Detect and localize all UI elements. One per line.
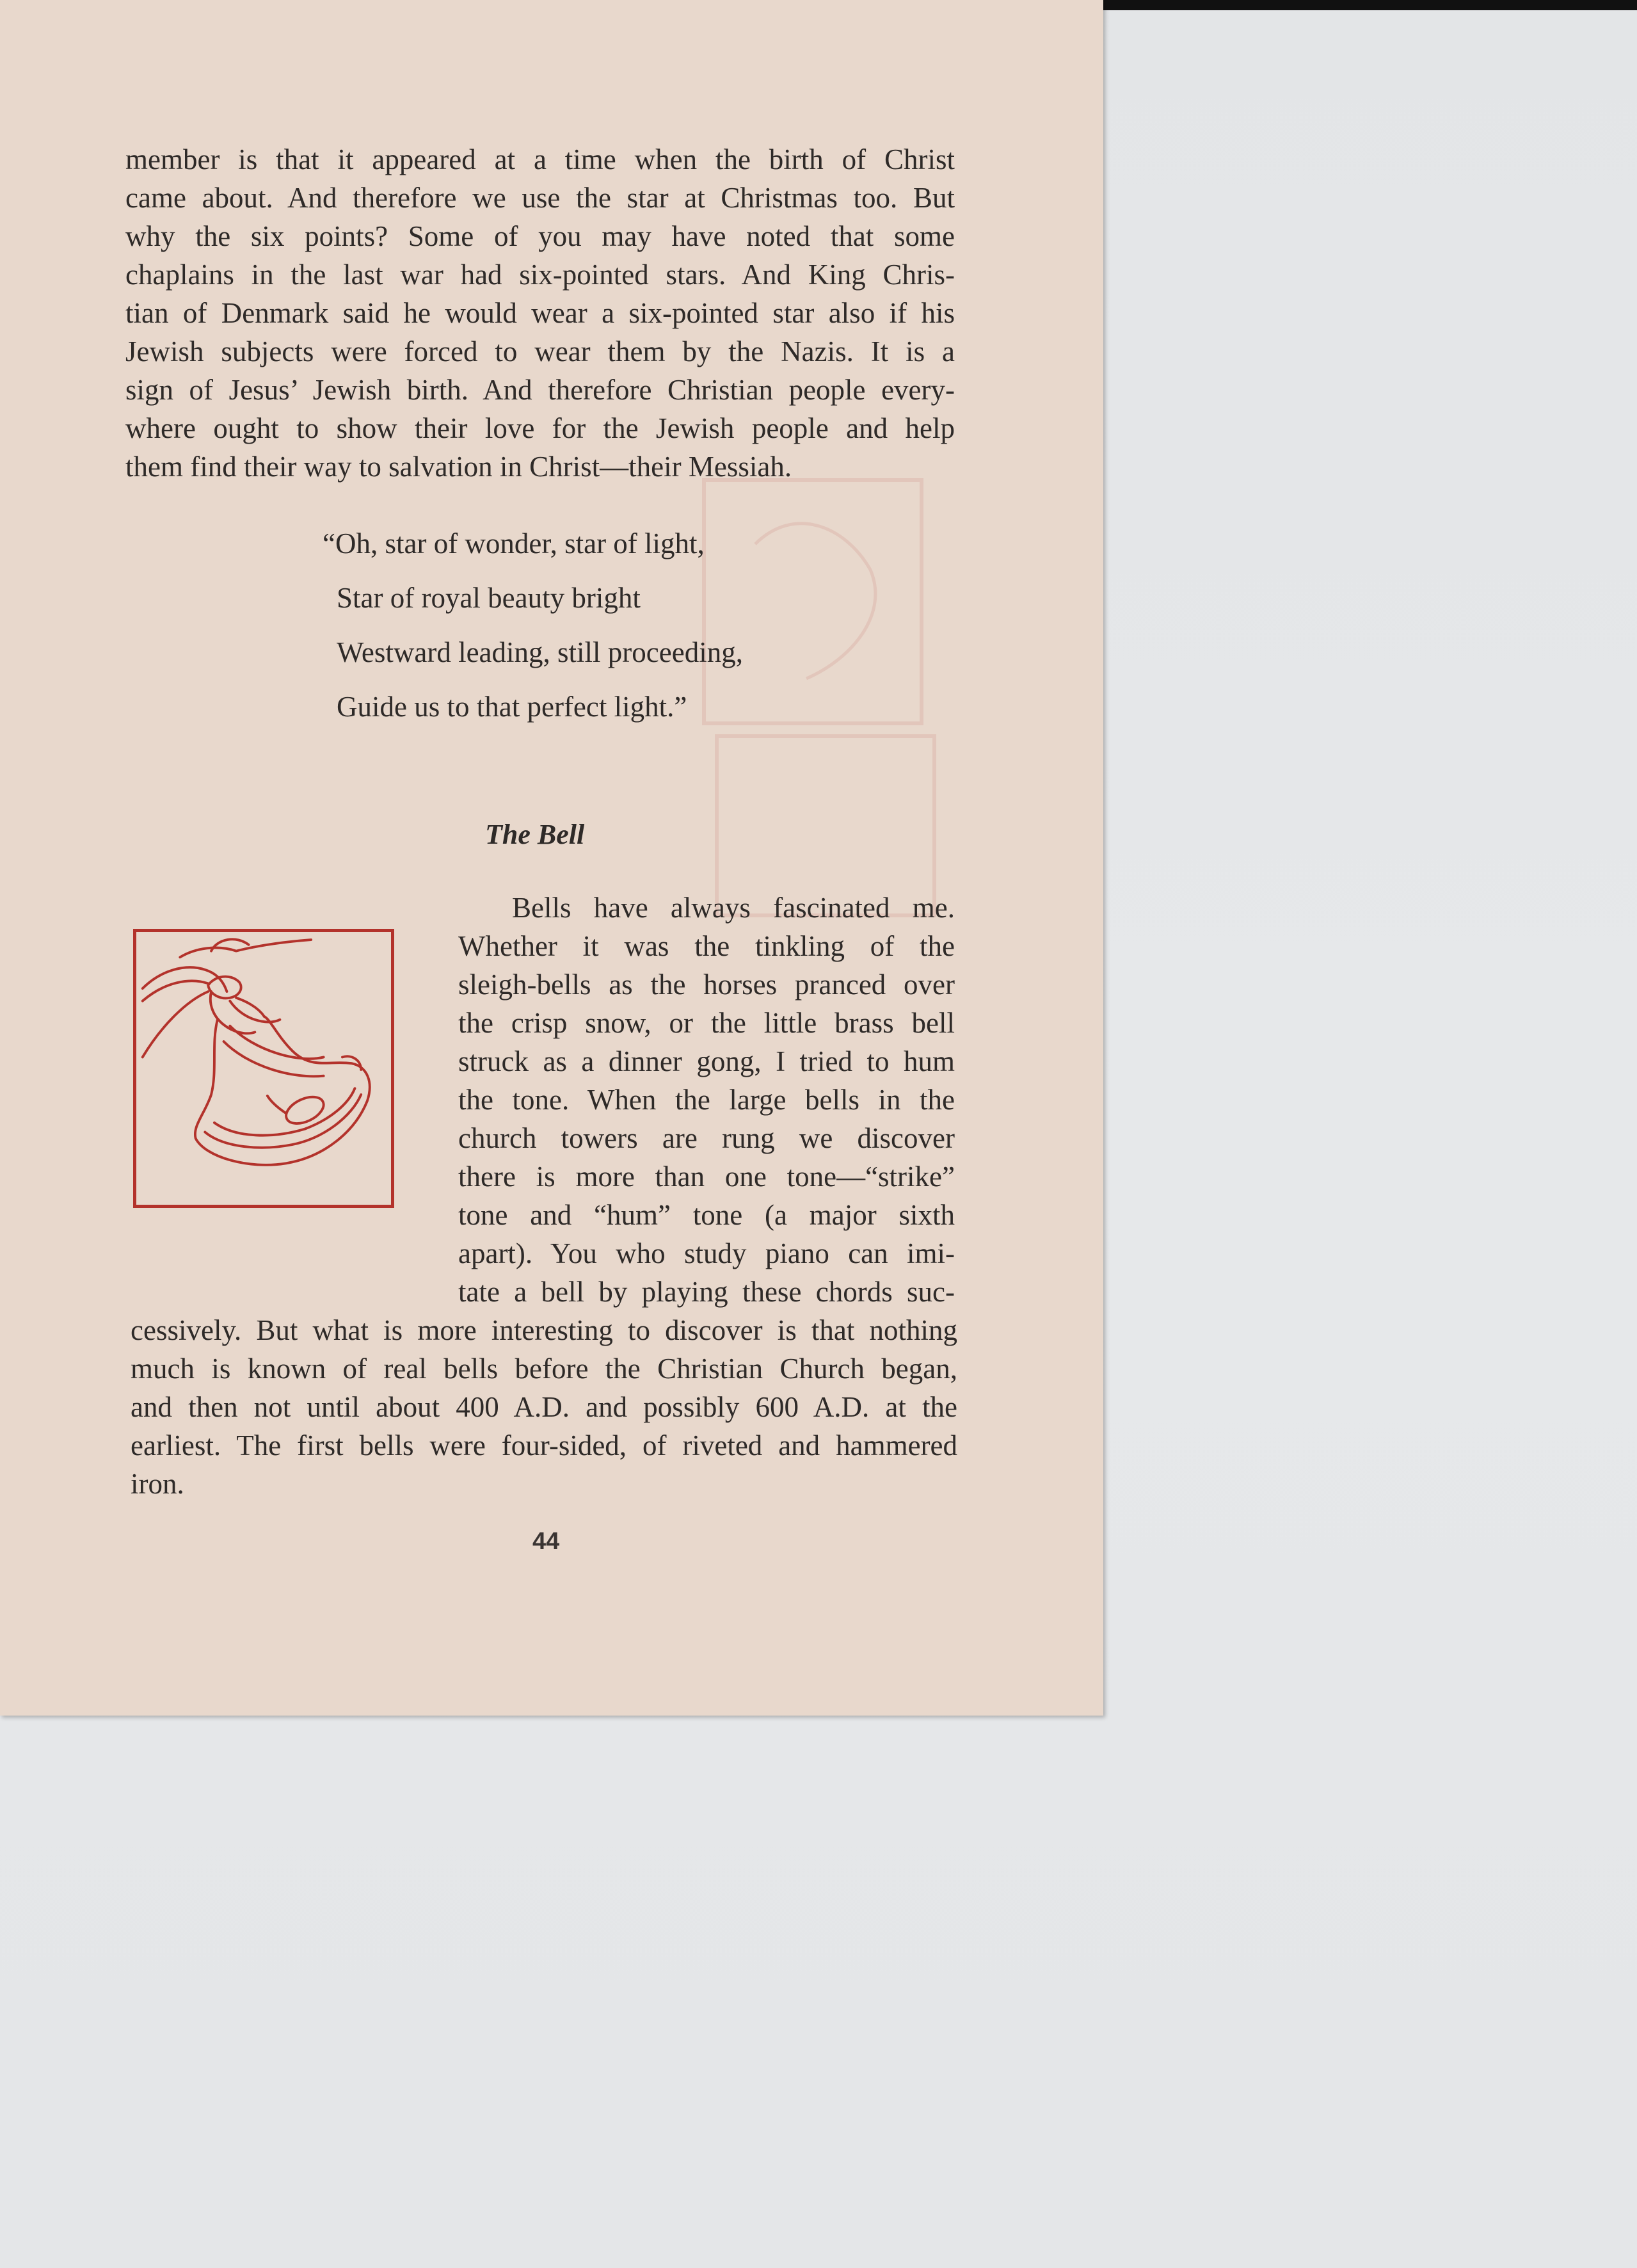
paragraph-line: why the six points? Some of you may have noted that some <box>125 220 955 252</box>
paragraph-line: apart). You who study piano can imi- <box>458 1237 955 1269</box>
paragraph-star <box>125 140 955 486</box>
paragraph-line: came about. And therefore we use the star at Christmas too. But <box>125 182 955 214</box>
section-heading: The Bell <box>485 819 585 850</box>
paragraph-line: chaplains in the last war had six-pointed stars. And King Chris- <box>125 259 955 291</box>
bell-icon <box>136 932 391 1205</box>
paragraph-line: member is that it appeared at a time when the birth of Christ <box>125 143 955 175</box>
paragraph-line: church towers are rung we discover <box>458 1122 955 1154</box>
paragraph-line: and then not until about 400 A.D. and possibly 600 A.D. at the <box>131 1391 957 1423</box>
paragraph-line: Whether it was the tinkling of the <box>458 930 955 962</box>
paragraph-bell-intro <box>458 889 955 1311</box>
paragraph-line: iron. <box>131 1468 184 1500</box>
page-number: 44 <box>532 1528 560 1555</box>
paragraph-line: tate a bell by playing these chords suc- <box>458 1276 955 1308</box>
paragraph-line: sign of Jesus’ Jewish birth. And therefore Christian people every- <box>125 374 955 406</box>
paragraph-line: Bells have always fascinated me. <box>512 892 955 924</box>
paragraph-line: earliest. The first bells were four-sided, of riveted and hammered <box>131 1429 957 1461</box>
paragraph-line: cessively. But what is more interesting to discover is that nothing <box>131 1314 957 1346</box>
paragraph-line: the crisp snow, or the little brass bell <box>458 1007 955 1039</box>
poem-verse <box>323 517 834 734</box>
paragraph-line: struck as a dinner gong, I tried to hum <box>458 1045 955 1077</box>
paragraph-line: tone and “hum” tone (a major sixth <box>458 1199 955 1231</box>
scan-edge-strip <box>1103 0 1637 10</box>
paragraph-bell-history <box>131 1311 957 1503</box>
bell-illustration <box>133 929 394 1208</box>
poem-line: Guide us to that perfect light.” <box>337 691 687 723</box>
paragraph-line: much is known of real bells before the Christian Church began, <box>131 1353 957 1385</box>
poem-line: Star of royal beauty bright <box>337 582 641 614</box>
paragraph-line: the tone. When the large bells in the <box>458 1084 955 1116</box>
paragraph-line: there is more than one tone—“strike” <box>458 1161 955 1193</box>
paragraph-line: tian of Denmark said he would wear a six-pointed star also if his <box>125 297 955 329</box>
poem-line: Westward leading, still proceeding, <box>337 636 743 668</box>
poem-line: “Oh, star of wonder, star of light, <box>323 527 705 559</box>
paragraph-line: them find their way to salvation in Christ—their Messiah. <box>125 451 792 483</box>
paragraph-line: Jewish subjects were forced to wear them by the Nazis. It is a <box>125 335 955 367</box>
paragraph-line: where ought to show their love for the Jewish people and help <box>125 412 955 444</box>
paragraph-line: sleigh-bells as the horses pranced over <box>458 969 955 1001</box>
